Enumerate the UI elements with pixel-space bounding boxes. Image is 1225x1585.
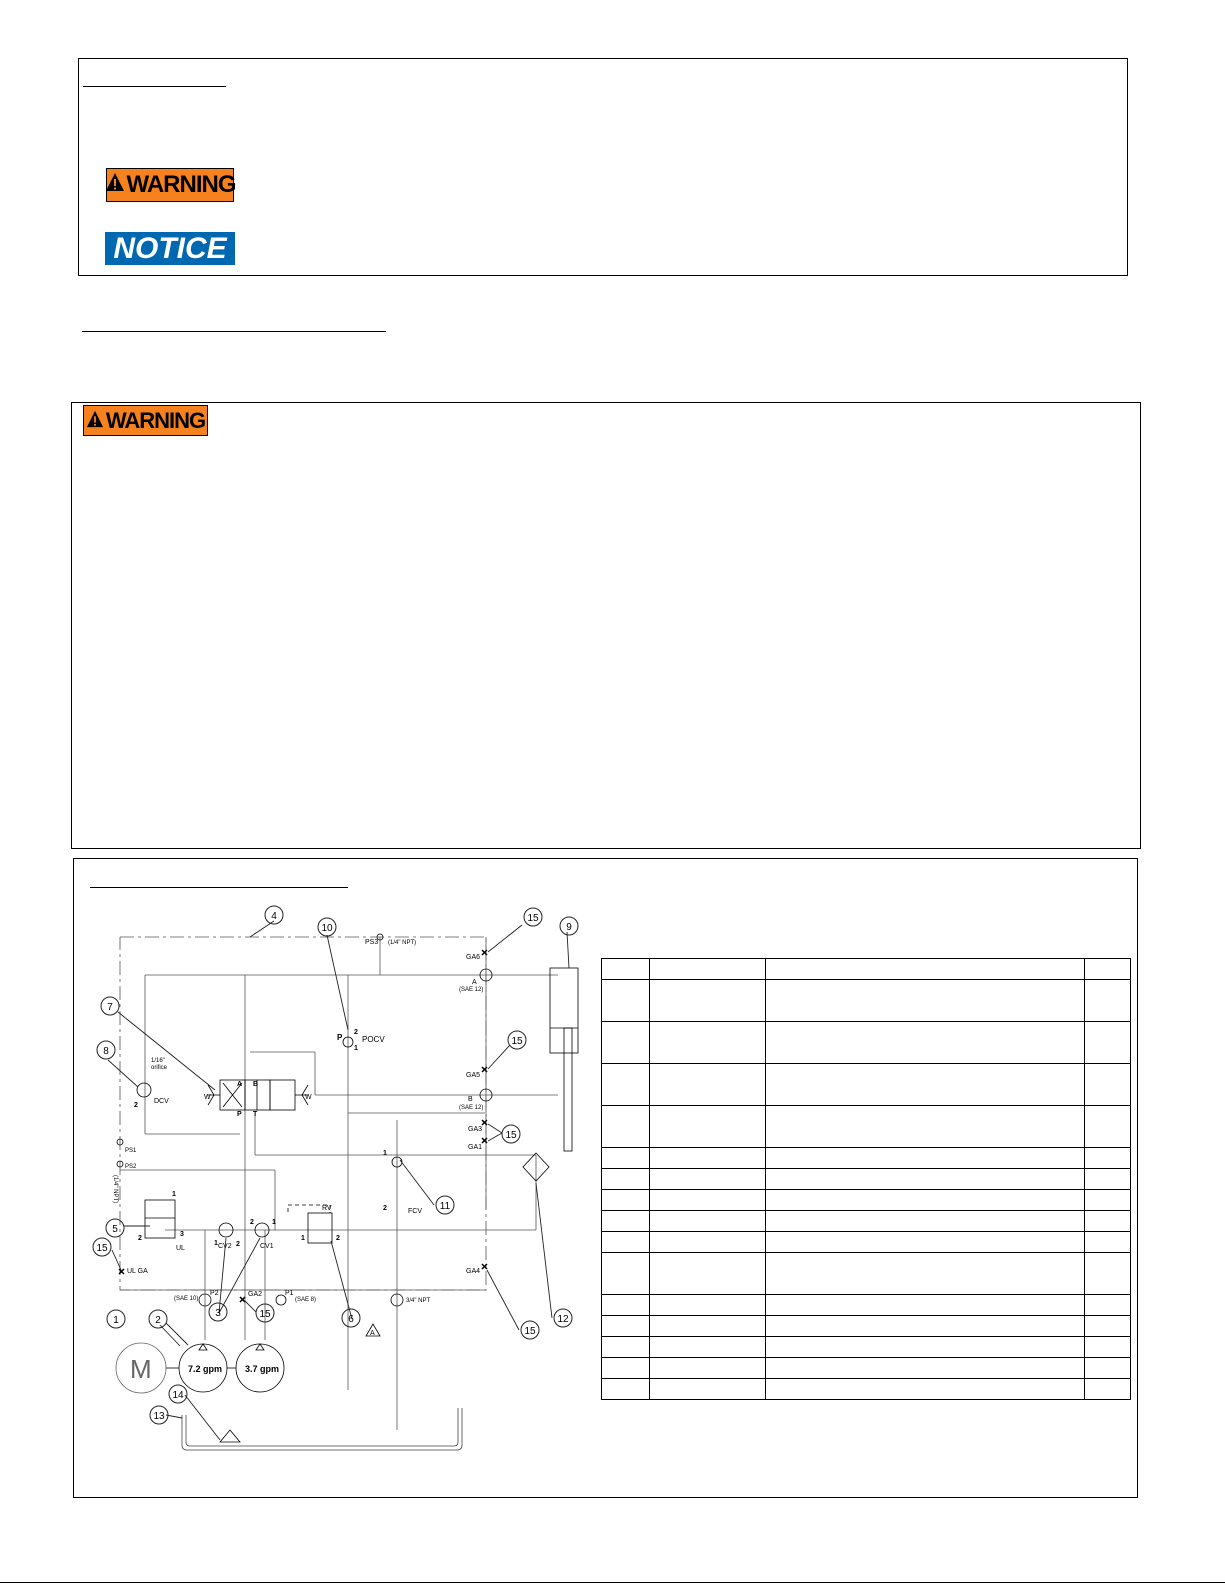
motor-label: M xyxy=(130,1354,152,1384)
callout-15d: 15 xyxy=(96,1243,108,1254)
label-ps3-size: (1/4" NPT) xyxy=(388,940,417,946)
label-cv1-2: 2 xyxy=(250,1219,254,1226)
callout-15c: 15 xyxy=(505,1130,517,1141)
label-ga5: GA5 xyxy=(466,1072,481,1079)
parts-table xyxy=(601,958,1131,1400)
label-orifice-2: orifice xyxy=(151,1065,168,1071)
check-valves xyxy=(219,1037,402,1237)
label-ps1: PS1 xyxy=(125,1148,137,1154)
gauge-ports xyxy=(117,934,492,1306)
label-ps2: PS2 xyxy=(125,1164,137,1170)
label-valve-t: T xyxy=(253,1111,258,1118)
label-dcv-2: 2 xyxy=(134,1102,138,1109)
intro-heading-underline xyxy=(83,86,226,87)
schematic-labels xyxy=(112,939,483,1384)
table-row xyxy=(602,959,1131,980)
table-row xyxy=(602,980,1131,1022)
table-row xyxy=(602,1211,1131,1232)
callout-4: 4 xyxy=(271,911,277,922)
callout-circles xyxy=(93,906,578,1424)
table-row xyxy=(602,1379,1131,1400)
hydraulic-schematic xyxy=(90,900,590,1460)
table-row xyxy=(602,1148,1131,1169)
schematic-lines xyxy=(120,937,558,1430)
callout-leaders xyxy=(108,921,569,1440)
label-port-b-size: (SAE 12) xyxy=(459,1105,484,1111)
label-port-b: B xyxy=(468,1096,473,1103)
label-ga4: GA4 xyxy=(466,1268,481,1275)
label-rv-2: 2 xyxy=(336,1235,340,1242)
label-rv-1: 1 xyxy=(301,1235,305,1242)
table-row xyxy=(602,1022,1131,1064)
gauge-x-marks xyxy=(119,950,487,1302)
warning-triangle-icon xyxy=(105,171,125,199)
callout-7: 7 xyxy=(107,1002,113,1013)
label-ps3: PS3 xyxy=(365,939,379,946)
table-row xyxy=(602,1337,1131,1358)
label-orifice-1: 1/16" xyxy=(151,1058,165,1064)
cylinder xyxy=(550,968,578,1151)
label-ga6: GA6 xyxy=(466,954,481,961)
label-p1: P1 xyxy=(285,1290,294,1297)
label-fcv: FCV xyxy=(408,1208,422,1215)
warning-triangle-icon xyxy=(86,408,104,434)
label-fcv-1: 1 xyxy=(383,1150,387,1157)
page-footer-rule xyxy=(0,1582,1225,1583)
label-ul: UL xyxy=(176,1245,185,1252)
callout-8: 8 xyxy=(103,1046,109,1057)
warning-box xyxy=(71,402,1141,849)
label-cv2-2: 2 xyxy=(236,1241,240,1248)
callout-6: 6 xyxy=(348,1314,354,1325)
table-row xyxy=(602,1190,1131,1211)
label-cv1-1: 1 xyxy=(272,1219,276,1226)
label-ul-1: 1 xyxy=(172,1191,176,1198)
callout-2: 2 xyxy=(155,1315,161,1326)
callout-15e: 15 xyxy=(259,1309,271,1320)
notice-label: NOTICE xyxy=(113,231,227,265)
label-w-right: W xyxy=(305,1094,312,1101)
label-ul-3: 3 xyxy=(180,1231,184,1238)
label-valve-b: B xyxy=(253,1081,259,1088)
reservoir xyxy=(182,1408,462,1450)
label-vertical-note: (1/4" NPT) xyxy=(112,1175,118,1204)
label-p2: P2 xyxy=(210,1290,219,1297)
table-row xyxy=(602,1064,1131,1106)
label-ga2: GA2 xyxy=(248,1291,263,1298)
callout-15f: 15 xyxy=(524,1326,536,1337)
notice-sign xyxy=(105,232,235,265)
table-row xyxy=(602,1232,1131,1253)
label-pocv-1: 1 xyxy=(354,1045,358,1052)
schematic-heading-underline xyxy=(90,887,348,888)
warning-box-sign xyxy=(83,405,208,436)
label-ul-2: 2 xyxy=(138,1235,142,1242)
label-port-a: A xyxy=(472,979,477,986)
label-port-a-size: (SAE 12) xyxy=(459,987,484,993)
pump-2-label: 3.7 gpm xyxy=(245,1364,280,1374)
callout-10: 10 xyxy=(321,923,333,934)
warning-box-label: WARNING xyxy=(105,407,206,433)
callout-15a: 15 xyxy=(527,913,539,924)
callout-14: 14 xyxy=(172,1390,184,1401)
label-rv: RV xyxy=(322,1205,332,1212)
callout-numbers xyxy=(96,911,572,1422)
unloading-valve xyxy=(145,1200,175,1238)
label-fcv-2: 2 xyxy=(383,1205,387,1212)
label-dcv: DCV xyxy=(154,1098,169,1105)
label-p1-size: (SAE 8) xyxy=(295,1297,317,1303)
callout-13: 13 xyxy=(153,1411,165,1422)
callout-11: 11 xyxy=(439,1201,451,1212)
warning-sign xyxy=(106,168,234,202)
table-row xyxy=(602,1358,1131,1379)
table-row xyxy=(602,1169,1131,1190)
label-ul-ga: UL GA xyxy=(127,1268,148,1275)
table-row xyxy=(602,1253,1131,1295)
label-ga1: GA1 xyxy=(468,1144,483,1151)
label-w-left: W xyxy=(204,1094,211,1101)
label-p2-size: (SAE 10) xyxy=(174,1296,199,1302)
table-row xyxy=(602,1106,1131,1148)
label-npt34: 3/4" NPT xyxy=(406,1298,431,1304)
strainer xyxy=(220,1430,240,1442)
label-view-a: A xyxy=(370,1330,375,1337)
table-row xyxy=(602,1295,1131,1316)
label-cv2: CV2 xyxy=(218,1243,232,1250)
label-valve-a: A xyxy=(237,1081,243,1088)
callout-3: 3 xyxy=(215,1308,221,1319)
section-heading-underline xyxy=(82,331,386,332)
callout-1: 1 xyxy=(113,1315,119,1326)
callout-5: 5 xyxy=(112,1224,118,1235)
label-ga3: GA3 xyxy=(468,1126,483,1133)
table-row xyxy=(602,1316,1131,1337)
callout-12: 12 xyxy=(557,1314,569,1325)
warning-label: WARNING xyxy=(126,171,236,198)
label-pocv-2: 2 xyxy=(354,1029,358,1036)
label-valve-p: P xyxy=(237,1111,242,1118)
callout-15b: 15 xyxy=(511,1036,523,1047)
label-pocv-p: P xyxy=(337,1033,343,1042)
label-cv2-1: 1 xyxy=(214,1240,218,1247)
pump-1-label: 7.2 gpm xyxy=(188,1364,223,1374)
label-cv1: CV1 xyxy=(260,1243,274,1250)
intro-box xyxy=(78,58,1128,276)
callout-9: 9 xyxy=(566,922,572,933)
label-pocv: POCV xyxy=(362,1035,385,1044)
